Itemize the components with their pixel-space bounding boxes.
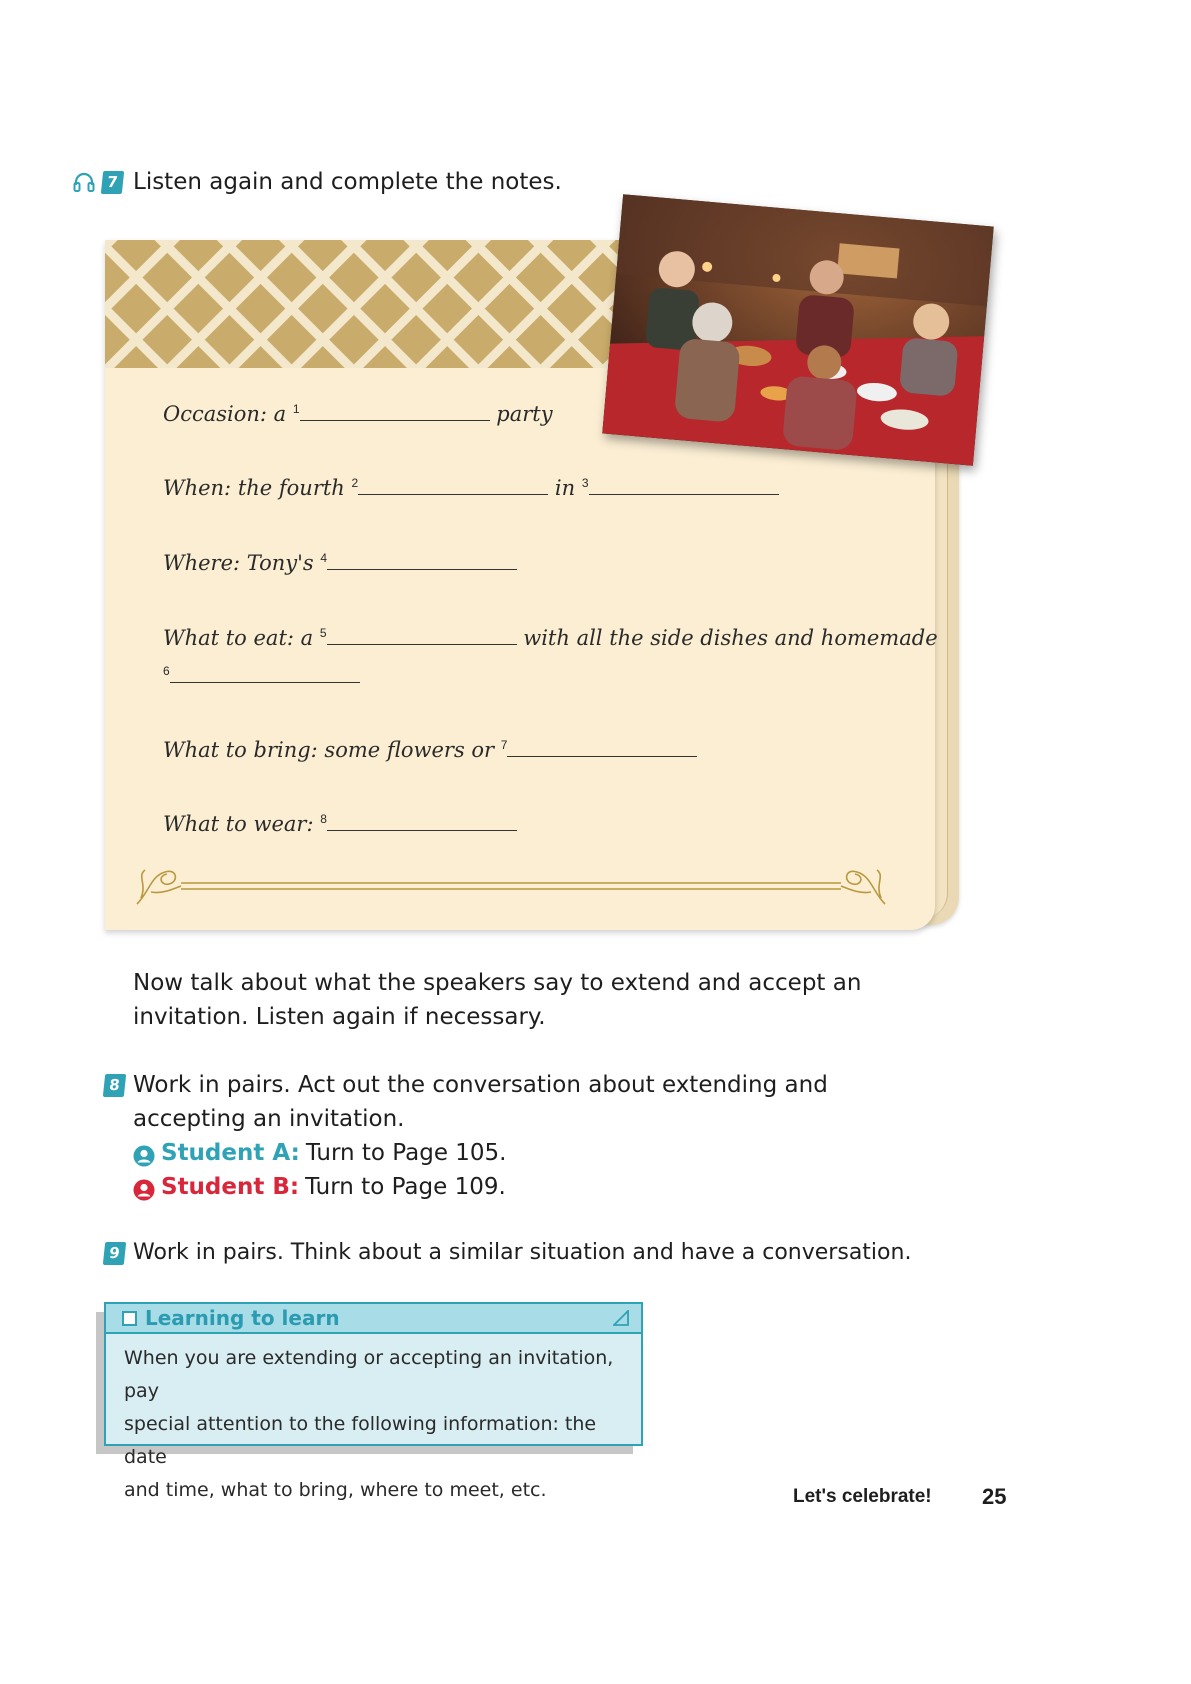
student-b-label: Student B: [161, 1174, 300, 1200]
answer-blank-6[interactable] [170, 660, 360, 683]
note-wear: What to wear: $^8$ [163, 808, 517, 836]
exercise-7-header [72, 164, 562, 200]
note-occasion: Occasion: a $^1$ party [163, 398, 553, 426]
answer-blank-7[interactable] [507, 734, 697, 757]
checkbox-icon [122, 1311, 137, 1326]
answer-blank-3[interactable] [589, 472, 779, 495]
footer-unit-title: Let's celebrate! [793, 1486, 932, 1507]
exercise-7-instruction: Listen again and complete the notes. [133, 169, 562, 195]
note-eat: What to eat: a $^5$ with all the side dishes and homemade [163, 622, 938, 650]
student-a-icon [133, 1142, 155, 1164]
student-b-row [133, 1169, 828, 1205]
exercise-9: 9 Work in pairs. Think about a similar situation and have a conversation. [104, 1235, 911, 1271]
exercise-number-7: 7 [101, 171, 124, 194]
talk-paragraph: Now talk about what the speakers say to extend and accept an invitation. Listen again if necessary. [133, 970, 862, 1030]
exercise-number-9: 9 [103, 1242, 126, 1265]
student-b-icon [133, 1176, 155, 1198]
learning-box [104, 1302, 643, 1501]
note-bring: What to bring: some flowers or $^7$ [163, 734, 697, 762]
note-eat-line2: 6 [163, 660, 360, 688]
answer-blank-5[interactable] [327, 622, 517, 645]
answer-blank-8[interactable] [327, 808, 517, 831]
headphones-icon[interactable] [72, 170, 96, 194]
ornament-divider [131, 862, 891, 912]
corner-triangle-icon [613, 1310, 629, 1326]
student-a-text: Turn to Page 105. [305, 1140, 507, 1166]
exercise-8: 8 Work in pairs. Act out the conversation about extending and accepting an invitation. Student A: Turn to Page 105. Student B: Turn to Page 109. [104, 1067, 828, 1205]
note-where: Where: Tony's $^4$ [163, 547, 517, 575]
learning-box-title: Learning to learn [145, 1306, 340, 1330]
learning-box-body: When you are extending or accepting an invitation, pay special attention to the following information: the date and time, what to bring, where to meet, etc. [124, 1347, 614, 1501]
answer-blank-4[interactable] [327, 547, 517, 570]
answer-blank-1[interactable] [300, 398, 490, 421]
student-a-row [133, 1135, 828, 1171]
answer-blank-2[interactable] [358, 472, 548, 495]
note-when: When: the fourth $^2$ in $^3$ [163, 472, 779, 500]
learning-box-header [106, 1304, 641, 1334]
footer-page-number: 25 [982, 1484, 1007, 1509]
student-b-text: Turn to Page 109. [305, 1174, 506, 1200]
student-a-label: Student A: [161, 1140, 300, 1166]
exercise-number-8: 8 [103, 1074, 126, 1097]
family-dinner-photo [602, 194, 994, 466]
